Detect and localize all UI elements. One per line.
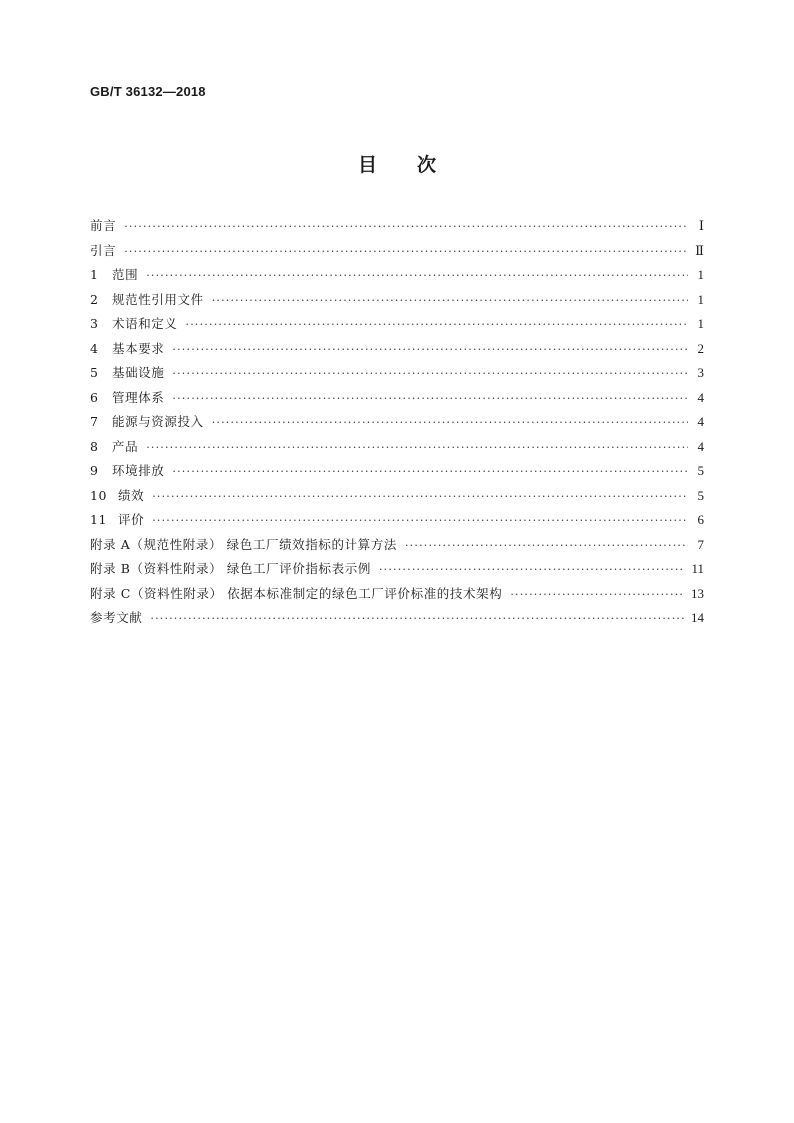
toc-leader-dots [172, 367, 688, 380]
toc-entry-label: 前言 [90, 218, 117, 233]
toc-leader-dots [212, 416, 688, 429]
toc-entry-appendix-a[interactable] [90, 535, 704, 560]
toc-entry-management-system[interactable] [90, 388, 704, 413]
toc-entry-number: 10 [90, 487, 108, 503]
toc-entry-scope[interactable] [90, 265, 704, 290]
toc-entry-label: 术语和定义 [112, 316, 178, 331]
toc-entry-number: 8 [90, 438, 99, 454]
title-char-1: 目 [357, 154, 377, 176]
toc-page-number: 2 [697, 340, 704, 356]
toc-entry-foreword[interactable] [90, 216, 704, 241]
toc-leader-dots [379, 563, 686, 576]
toc-entry-introduction[interactable] [90, 241, 704, 266]
toc-entry-label: 附录 A（规范性附录） 绿色工厂绩效指标的计算方法 [90, 536, 397, 552]
toc-entry-infrastructure[interactable] [90, 363, 704, 388]
toc-leader-dots [146, 441, 688, 454]
toc-entry-label: 引言 [90, 242, 117, 258]
toc-entry-number: 2 [90, 291, 99, 307]
toc-leader-dots [146, 269, 688, 282]
toc-page-number: 5 [697, 463, 704, 478]
toc-leader-dots [510, 588, 685, 601]
toc-entry-performance[interactable] [90, 486, 704, 511]
toc-page-number: 1 [697, 291, 704, 307]
toc-page-number: 4 [697, 414, 704, 429]
toc-leader-dots [124, 220, 688, 233]
toc-entry-basic-requirements[interactable] [90, 339, 704, 364]
toc-entry-label: 评价 [118, 512, 145, 527]
table-of-contents [90, 216, 704, 633]
toc-entry-label: 参考文献 [90, 610, 143, 625]
toc-entry-environmental-emissions[interactable] [90, 461, 704, 486]
toc-leader-dots [150, 612, 685, 625]
toc-entry-number: 6 [90, 389, 99, 405]
toc-entry-number: 7 [90, 414, 99, 429]
toc-leader-dots [405, 539, 688, 552]
standard-code: GB/T 36132—2018 [90, 84, 206, 99]
toc-page-number: 1 [697, 316, 704, 331]
toc-entry-label: 范围 [112, 267, 139, 282]
toc-page-number: 7 [697, 536, 704, 552]
toc-page-number: 4 [697, 438, 704, 454]
toc-page-number: 5 [697, 487, 704, 503]
toc-entry-terms-definitions[interactable] [90, 314, 704, 339]
toc-page-number: 3 [697, 365, 704, 380]
title-char-2: 次 [417, 154, 437, 176]
toc-leader-dots [172, 343, 688, 356]
toc-entry-normative-references[interactable] [90, 290, 704, 315]
toc-entry-label: 绩效 [118, 487, 145, 503]
toc-page-number: 14 [691, 610, 704, 625]
toc-entry-bibliography[interactable] [90, 608, 704, 633]
toc-page-number: 11 [691, 561, 704, 576]
toc-leader-dots [152, 490, 688, 503]
toc-entry-label: 能源与资源投入 [112, 414, 204, 429]
toc-leader-dots [212, 294, 688, 307]
toc-entry-label: 规范性引用文件 [112, 291, 204, 307]
toc-entry-label: 基础设施 [112, 365, 165, 380]
toc-leader-dots [186, 318, 688, 331]
toc-entry-number: 1 [90, 267, 99, 282]
page-title [0, 150, 794, 177]
toc-entry-appendix-c[interactable] [90, 584, 704, 609]
toc-entry-evaluation[interactable] [90, 510, 704, 535]
toc-entry-energy-resources[interactable] [90, 412, 704, 437]
toc-entry-number: 3 [90, 316, 99, 331]
toc-page-number: 13 [691, 585, 704, 601]
toc-entry-number: 9 [90, 463, 99, 478]
toc-entry-label: 附录 C（资料性附录） 依据本标准制定的绿色工厂评价标准的技术架构 [90, 585, 503, 601]
toc-entry-products[interactable] [90, 437, 704, 462]
toc-entry-number: 11 [90, 512, 108, 527]
toc-entry-label: 基本要求 [112, 340, 165, 356]
toc-leader-dots [124, 245, 688, 258]
toc-page-number: 4 [697, 389, 704, 405]
toc-entry-label: 产品 [112, 438, 139, 454]
toc-leader-dots [152, 514, 688, 527]
toc-page-number: Ⅰ [698, 218, 704, 233]
toc-leader-dots [172, 465, 688, 478]
toc-leader-dots [172, 392, 688, 405]
toc-entry-label: 环境排放 [112, 463, 165, 478]
toc-page-number: Ⅱ [695, 242, 704, 258]
toc-page-number: 1 [697, 267, 704, 282]
toc-entry-appendix-b[interactable] [90, 559, 704, 584]
toc-entry-number: 4 [90, 340, 99, 356]
toc-entry-number: 5 [90, 365, 99, 380]
toc-entry-label: 附录 B（资料性附录） 绿色工厂评价指标表示例 [90, 561, 371, 576]
toc-page-number: 6 [697, 512, 704, 527]
toc-entry-label: 管理体系 [112, 389, 165, 405]
